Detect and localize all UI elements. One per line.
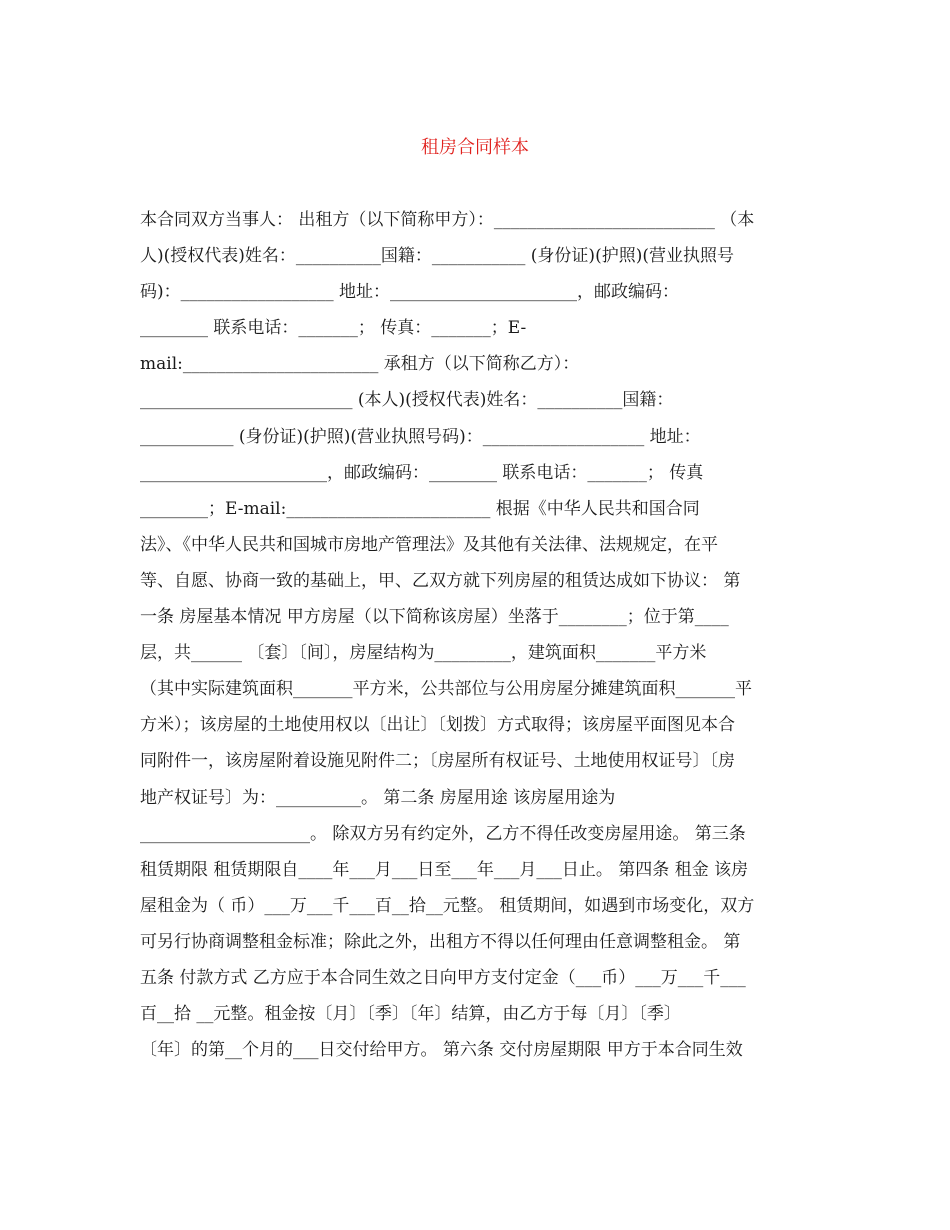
body-line: 可另行协商调整租金标准；除此之外，出租方不得以任何理由任意调整租金。 第 <box>140 931 741 952</box>
body-line: 百__拾 __元整。租金按〔月〕〔季〕〔年〕结算，由乙方于每〔月〕〔季〕 <box>140 1004 681 1025</box>
document-title: 租房合同样本 <box>421 137 529 158</box>
body-line: _________________________ (本人)(授权代表)姓名：__________国籍： <box>140 390 674 411</box>
body-line: ____________________。 除双方另有约定外，乙方不得任改变房屋用途。 第三条 <box>140 823 746 844</box>
body-line: 屋租金为（ 币）___万___千___百__拾__元整。 租赁期间，如遇到市场变化，双方 <box>140 895 755 916</box>
body-line: ________；E-mail:________________________ 根据《中华人民共和国合同 <box>140 498 700 519</box>
body-line: 等、自愿、协商一致的基础上，甲、乙双方就下列房屋的租赁达成如下协议： 第 <box>140 570 741 591</box>
body-line: 〔年〕的第__个月的___日交付给甲方。 第六条 交付房屋期限 甲方于本合同生效 <box>140 1040 743 1061</box>
body-line: ___________ (身份证)(护照)(营业执照号码)：___________________ 地址： <box>140 426 701 447</box>
body-line: 人)(授权代表)姓名：__________国籍：___________ (身份证)(护照)(营业执照号 <box>140 246 734 267</box>
document-body <box>140 202 820 1068</box>
body-line: 租赁期限 租赁期限自____年___月___日至___年___月___日止。 第四条 租金 该房 <box>140 859 749 880</box>
body-line: 层，共______ 〔套〕〔间〕，房屋结构为_________，建筑面积_______平方米 <box>140 643 707 664</box>
body-line: （其中实际建筑面积_______平方米，公共部位与公用房屋分摊建筑面积_______平 <box>140 679 752 700</box>
body-line: 方米）；该房屋的土地使用权以〔出让〕〔划拨〕方式取得；该房屋平面图见本合 <box>140 715 735 736</box>
body-line: ________ 联系电话：_______； 传真：_______；E- <box>140 318 527 339</box>
body-line: 地产权证号〕为：__________。 第二条 房屋用途 该房屋用途为 <box>140 787 616 808</box>
body-line: 法》、《中华人民共和国城市房地产管理法》及其他有关法律、法规规定，在平 <box>140 534 718 555</box>
body-line: 五条 付款方式 乙方应于本合同生效之日向甲方支付定金（___币）___万___千___ <box>140 967 746 988</box>
body-line: mail:_______________________ 承租方（以下简称乙方）： <box>140 354 580 375</box>
body-line: 同附件一，该房屋附着设施见附件二；〔房屋所有权证号、土地使用权证号〕〔房 <box>140 751 735 772</box>
body-line: ______________________，邮政编码：________ 联系电话：_______； 传真 <box>140 462 704 483</box>
body-line: 一条 房屋基本情况 甲方房屋（以下简称该房屋）坐落于________；位于第____ <box>140 607 729 628</box>
body-line: 码)：__________________ 地址：______________________，邮政编码： <box>140 282 680 303</box>
body-line: 本合同双方当事人： 出租方（以下简称甲方）：__________________________ （本 <box>140 210 755 230</box>
